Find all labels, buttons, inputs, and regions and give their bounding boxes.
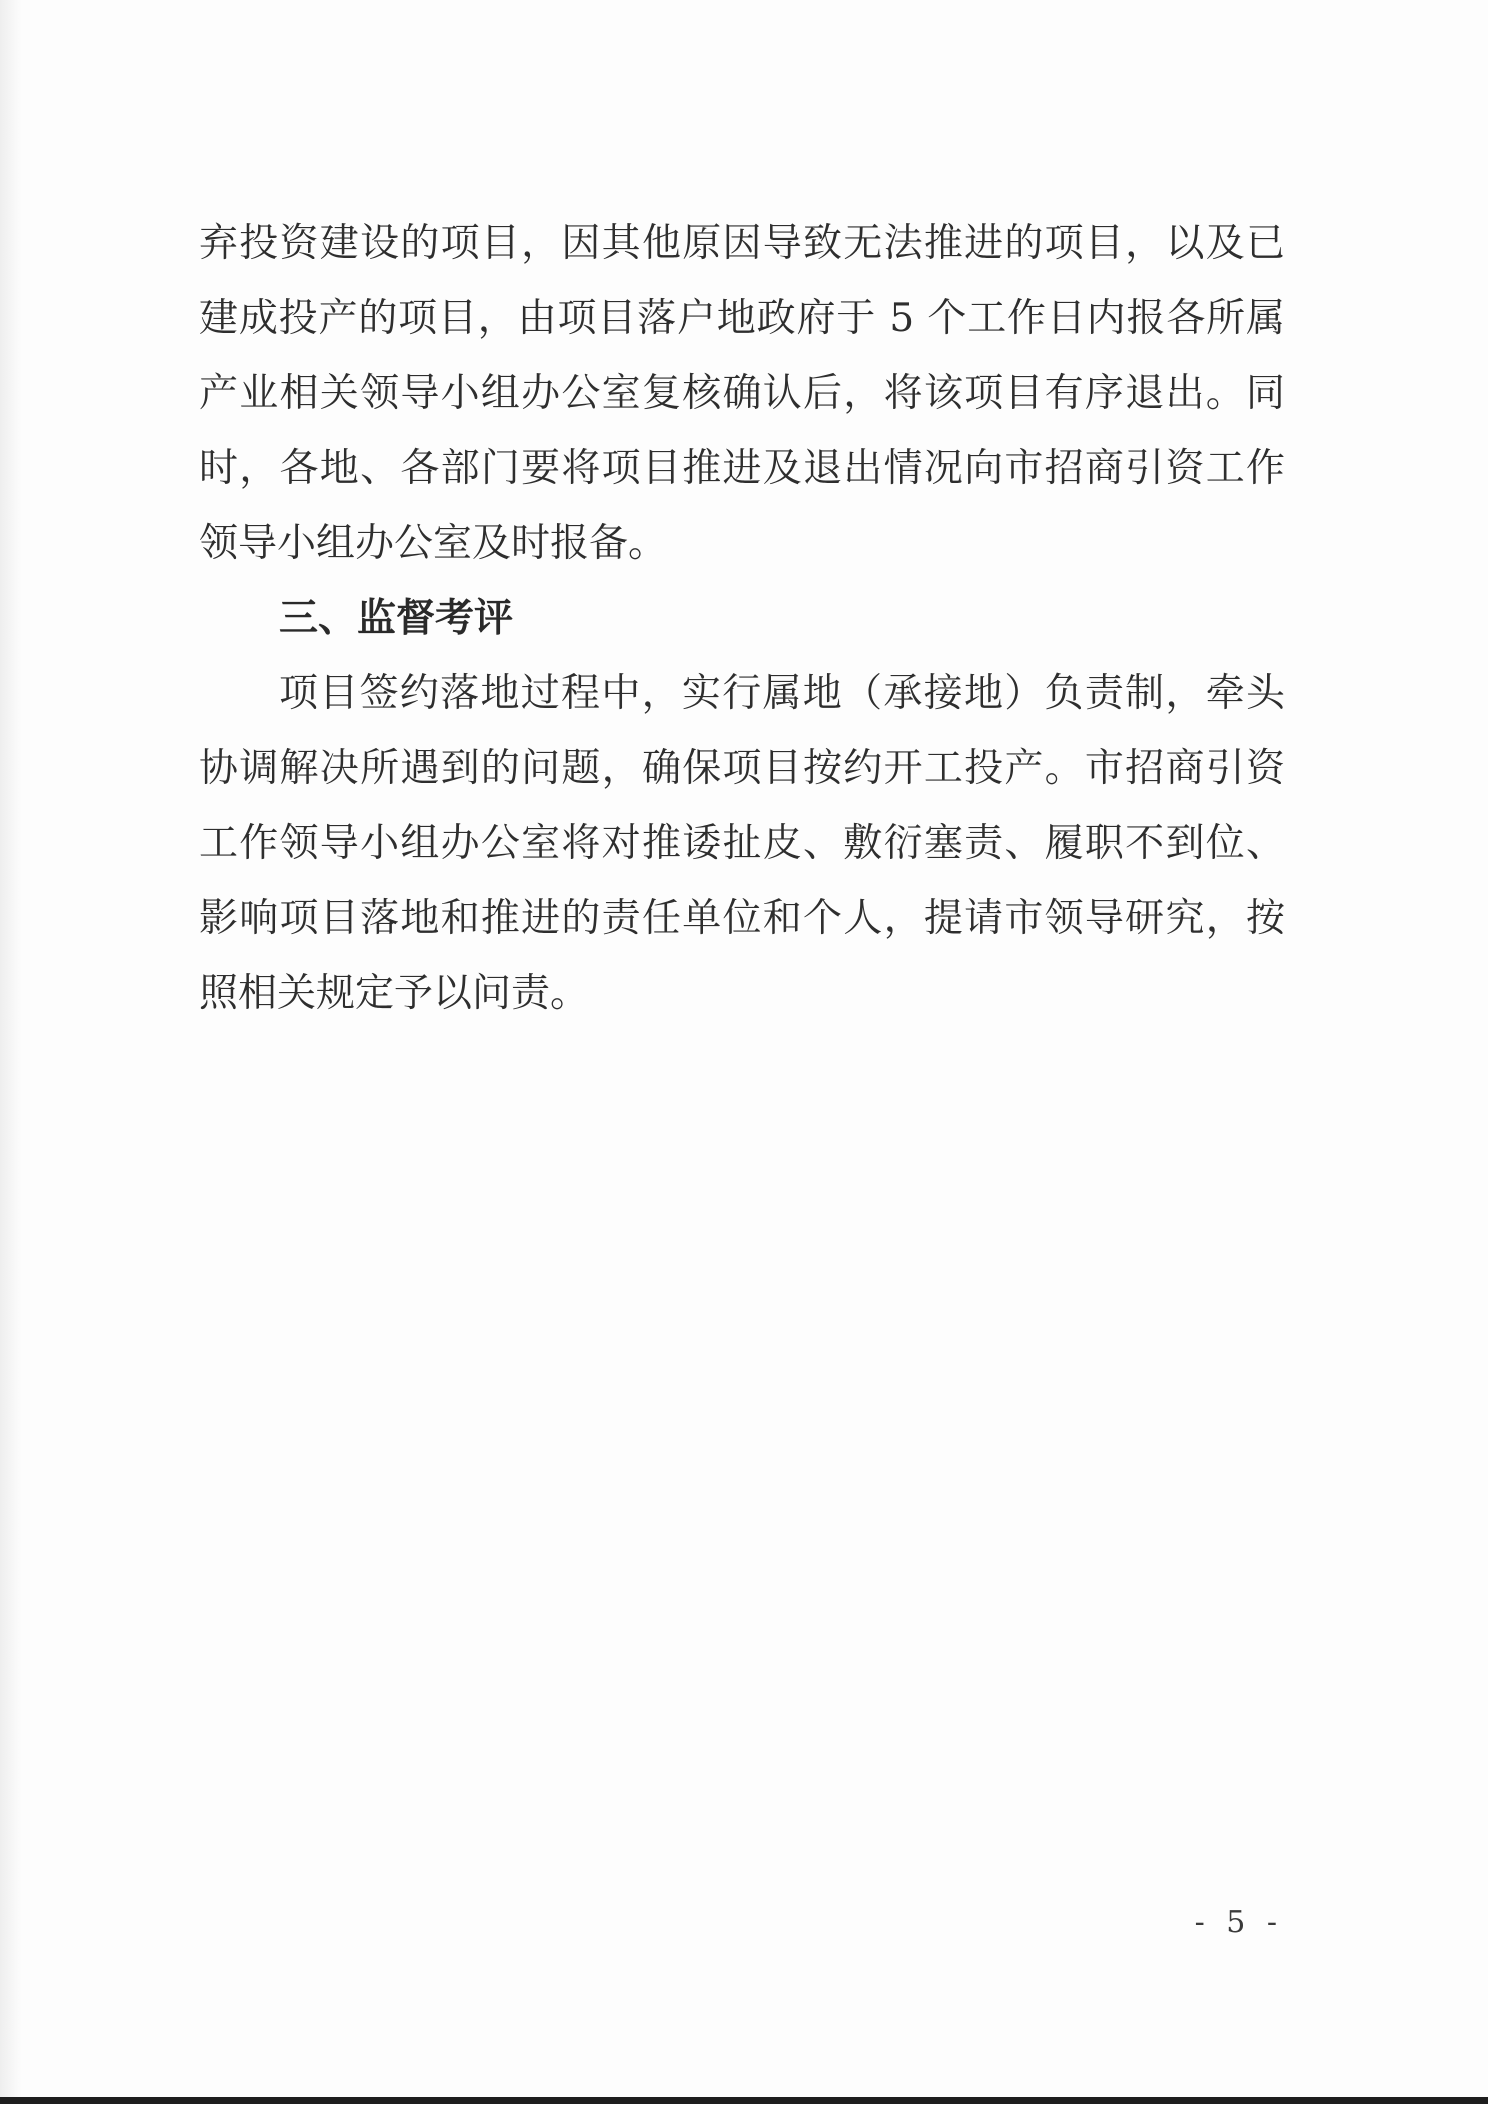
paragraph-line: 产业相关领导小组办公室复核确认后，将该项目有序退出。同 <box>199 371 1285 416</box>
scan-left-shadow <box>0 0 22 2104</box>
paragraph-line: 时，各地、各部门要将项目推进及退出情况向市招商引资工作 <box>199 446 1285 491</box>
section-heading: 三、监督考评 <box>279 596 514 641</box>
paragraph-line: 弃投资建设的项目，因其他原因导致无法推进的项目，以及已 <box>199 221 1285 266</box>
paragraph-line: 工作领导小组办公室将对推诿扯皮、敷衍塞责、履职不到位、 <box>199 821 1285 866</box>
paragraph-line: 领导小组办公室及时报备。 <box>199 521 668 566</box>
document-body <box>199 206 1285 1031</box>
scan-bottom-border <box>0 2097 1488 2104</box>
paragraph-line: 协调解决所遇到的问题，确保项目按约开工投产。市招商引资 <box>199 746 1285 791</box>
paragraph-line: 影响项目落地和推进的责任单位和个人，提请市领导研究，按 <box>199 896 1285 941</box>
paragraph-line: 建成投产的项目，由项目落户地政府于 5 个工作日内报各所属 <box>199 296 1285 341</box>
page-number: - 5 - <box>1194 1905 1283 1940</box>
paragraph-line: 照相关规定予以问责。 <box>199 971 590 1016</box>
paragraph-previous-continuation <box>199 206 1285 581</box>
paragraph-supervision <box>199 656 1285 1031</box>
paragraph-line: 项目签约落地过程中，实行属地（承接地）负责制，牵头 <box>279 671 1285 716</box>
